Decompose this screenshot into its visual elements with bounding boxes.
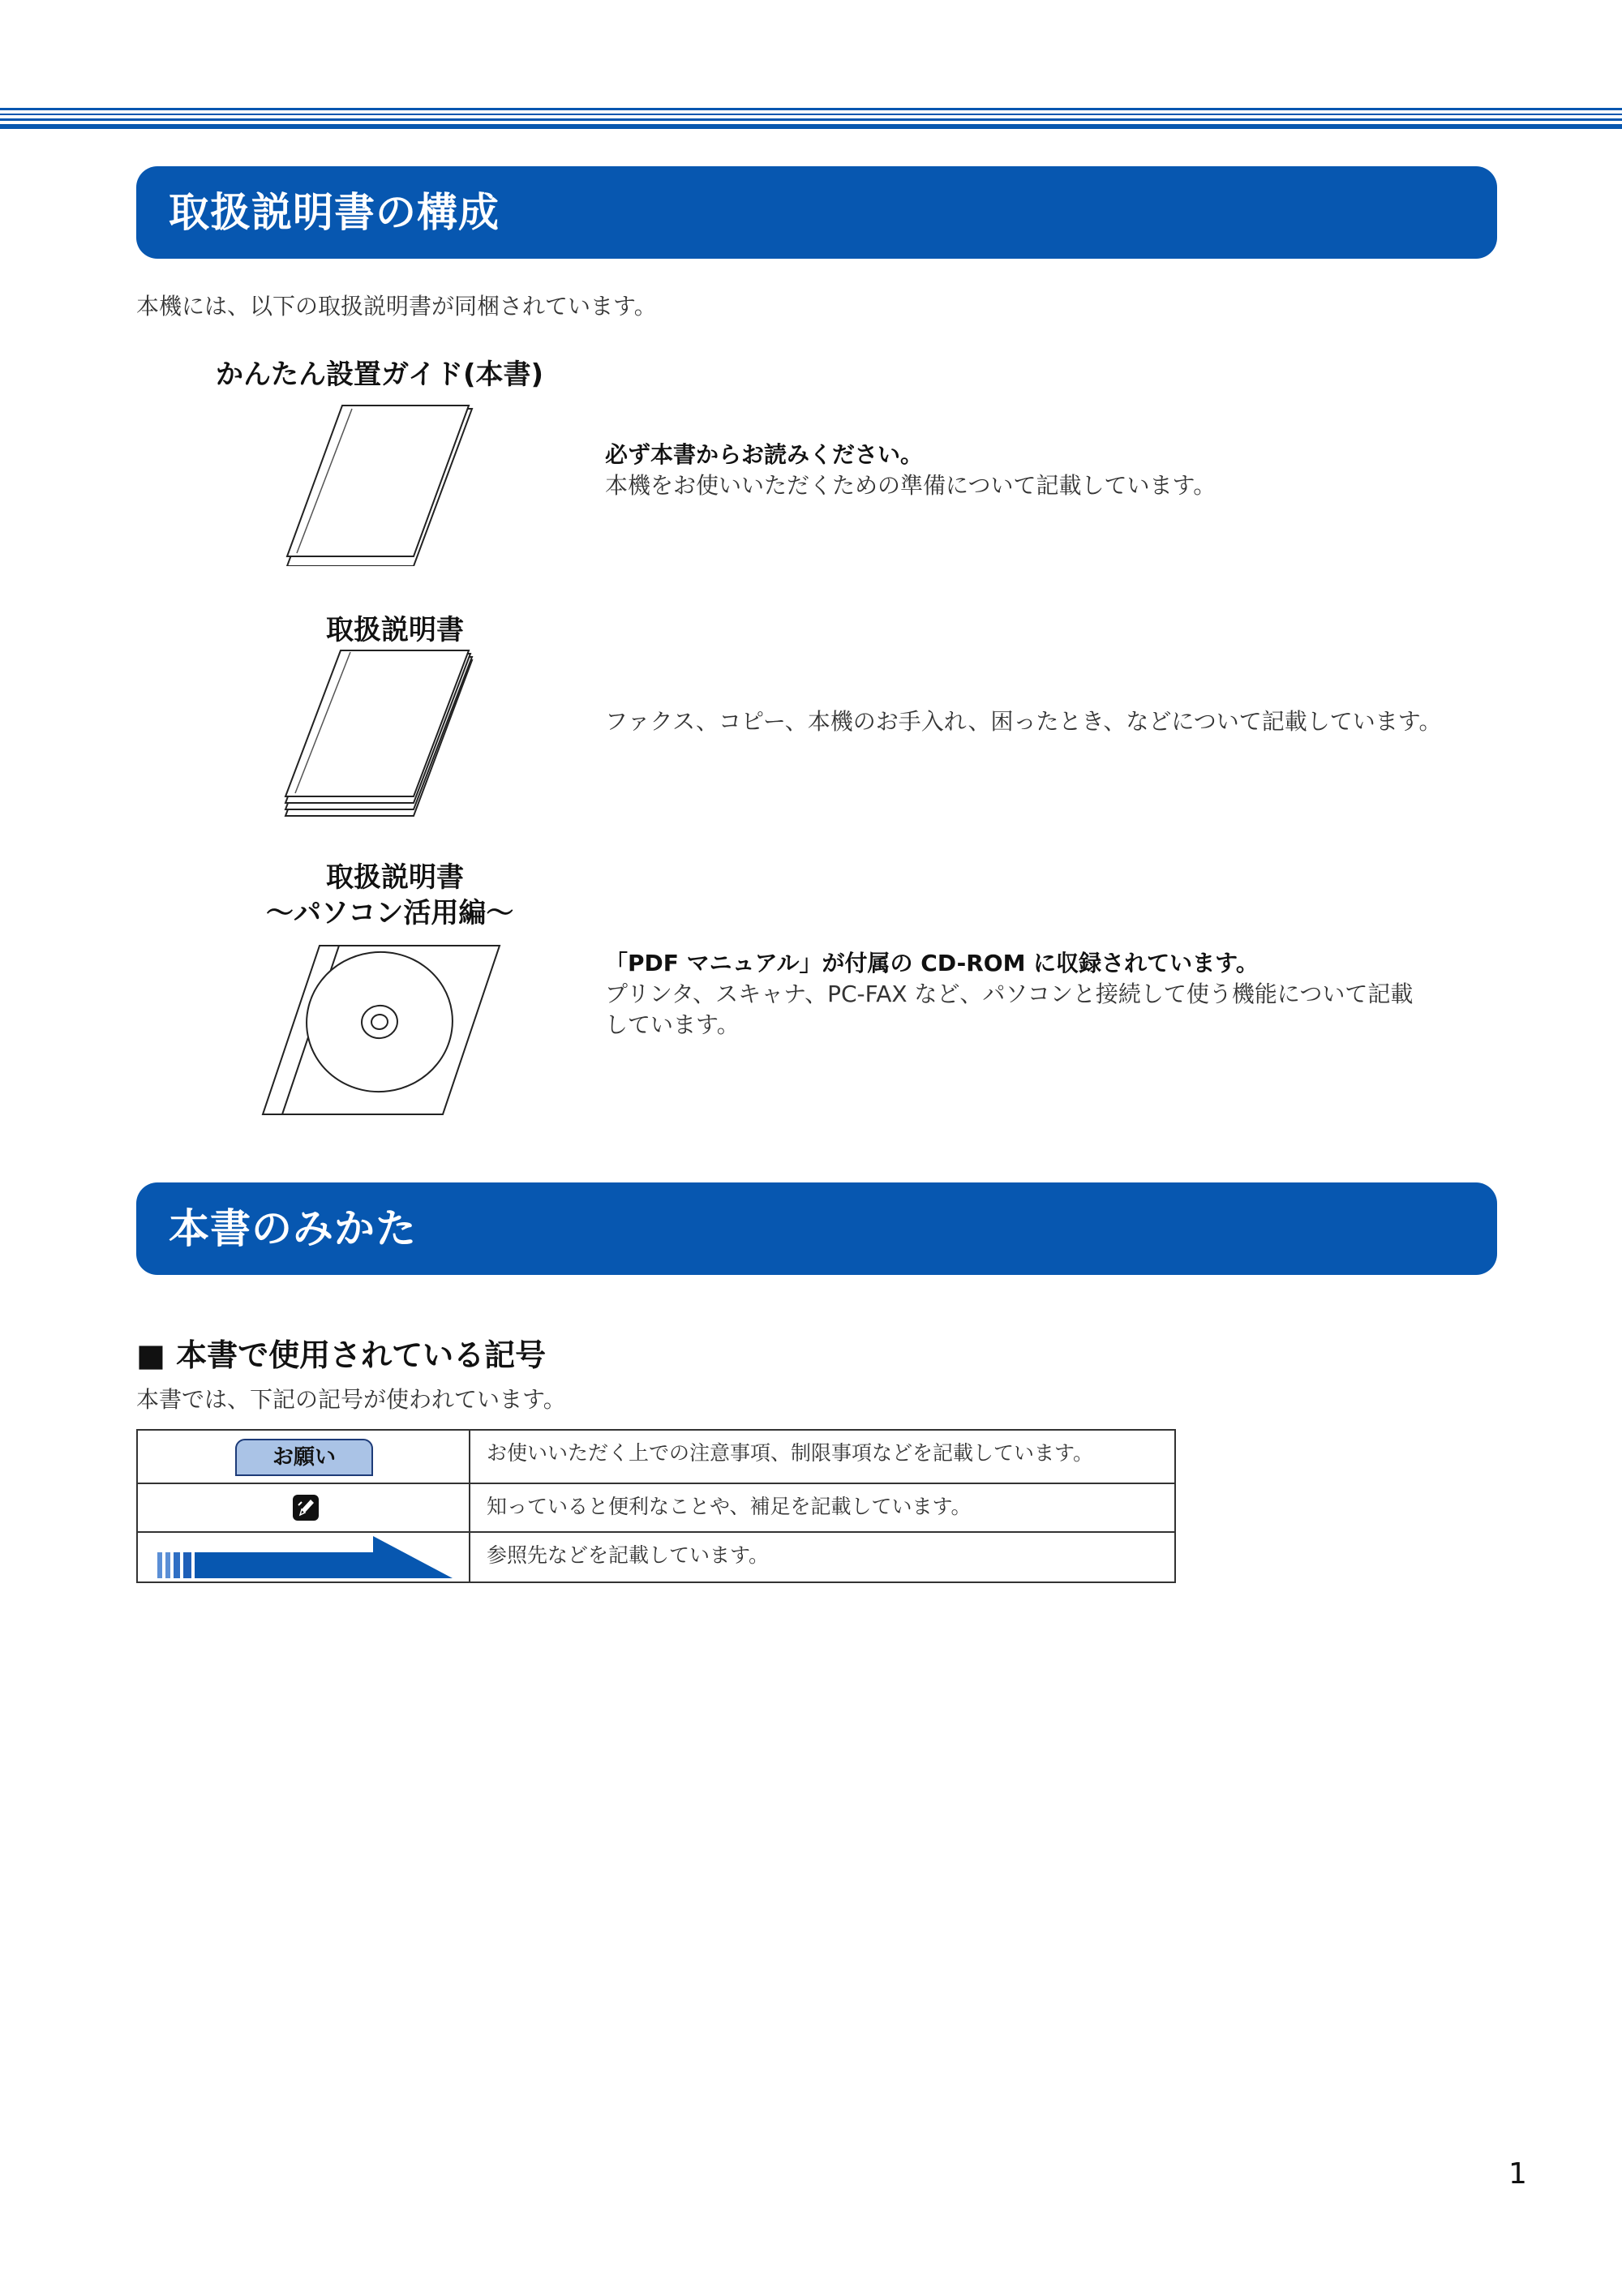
manual-3-lead: 「PDF マニュアル」が付属の CD-ROM に収録されています。: [605, 950, 1259, 976]
quick-setup-guide-booklet-icon: [281, 402, 475, 566]
manual-2-description: ファクス、コピー、本機のお手入れ、困ったとき、などについて記載しています。: [605, 708, 1442, 735]
section1-intro: 本機には、以下の取扱説明書が同梱されています。: [136, 293, 657, 320]
top-decorative-rules: [0, 108, 1622, 132]
manual-3-heading-line1: 取扱説明書: [326, 861, 464, 894]
reference-arrow-icon: [157, 1536, 453, 1580]
manual-3-description-line1: プリンタ、スキャナ、PC-FAX など、パソコンと接続して使う機能について記載: [605, 981, 1414, 1007]
memo-pencil-icon: [292, 1494, 320, 1521]
symbols-intro: 本書では、下記の記号が使われています。: [136, 1386, 566, 1413]
symbol-description: お使いいただく上での注意事項、制限事項などを記載しています。: [470, 1430, 1175, 1483]
table-row: [137, 1483, 1175, 1532]
manual-3-description-line2: しています。: [605, 1011, 740, 1038]
table-row: [137, 1430, 1175, 1483]
symbol-cell: [137, 1430, 470, 1483]
symbol-cell: [137, 1483, 470, 1532]
page-number: 1: [1508, 2157, 1527, 2191]
symbols-subheading: ■ 本書で使用されている記号: [136, 1337, 547, 1373]
symbol-cell: [137, 1532, 470, 1582]
cd-rom-icon: [261, 944, 501, 1116]
manual-1-heading: かんたん設置ガイド(本書): [216, 358, 544, 391]
user-manual-booklet-icon: [281, 649, 475, 818]
manual-3-heading-line2: 〜パソコン活用編〜: [266, 897, 514, 929]
section-title-manual-structure: 取扱説明書の構成: [136, 166, 1497, 259]
manual-1-description: 本機をお使いいただくための準備について記載しています。: [605, 472, 1216, 499]
manual-2-heading: 取扱説明書: [326, 614, 464, 646]
section-title-how-to-read: 本書のみかた: [136, 1182, 1497, 1275]
symbol-description: 参照先などを記載しています。: [470, 1532, 1175, 1582]
symbol-description: 知っていると便利なことや、補足を記載しています。: [470, 1483, 1175, 1532]
symbols-table: [136, 1429, 1176, 1583]
table-row: [137, 1532, 1175, 1582]
manual-1-lead: 必ず本書からお読みください。: [605, 441, 924, 468]
onegai-label: お願い: [235, 1439, 373, 1476]
